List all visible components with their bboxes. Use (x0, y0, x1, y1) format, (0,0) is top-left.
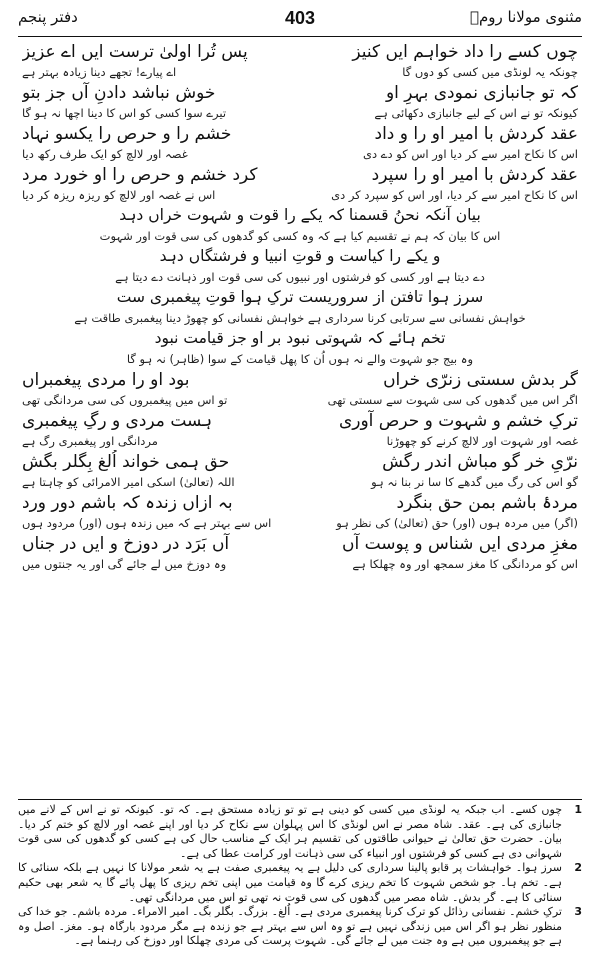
translation-second: وہ دوزخ میں لے جائے گی اور یہ جنتوں میں (22, 557, 227, 571)
footnote (18, 803, 582, 861)
translation-first: اس کا نکاح امیر سے کر دیا، اور اس کو سپرد کر دی (331, 188, 578, 202)
footnotes (18, 803, 582, 949)
hemistich-first: ترکِ خشم و شہوت و حرص آوری (338, 411, 578, 431)
hemistich-first: مغزِ مردی ایں شناس و پوست آں (341, 534, 578, 554)
hemistich-first: عقد کردش با امیر او را سپرد (371, 165, 578, 185)
couplet (22, 122, 578, 163)
section-heading-translation: خواہش نفسانی سے سرتابی کرنا سرداری ہے خواہش نفسانی کو چھوڑ دینا پیغمبری طاقت ہے (74, 311, 526, 325)
translation-first: کیونکہ تو نے اس کے لیے جانبازی دکھائی ہے (374, 106, 578, 120)
translation-second: مردانگی اور پیغمبری رگ ہے (22, 434, 158, 448)
translation-second: غصہ اور لالچ کو ایک طرف رکھ دیا (22, 147, 188, 161)
couplet (22, 40, 578, 81)
translation-second: اس سے بہتر ہے کہ میں زندہ ہوں (اور) مردود ہوں (22, 516, 272, 530)
section-heading-translation: اس کا بیان کہ ہم نے تقسیم کیا ہے کہ وہ کسی کو گدھوں کی سی قوت اور شہوت (99, 229, 501, 243)
couplet (22, 409, 578, 450)
footnote (18, 861, 582, 905)
hemistich-second: آں بَرَد در دوزخ و ایں در جناں (22, 534, 230, 554)
couplet (22, 450, 578, 491)
hemistich-second: بہ ازاں زندہ کہ باشم دور ورد (22, 493, 233, 513)
footnote-text: ترکِ خشم۔ نفسانی رذائل کو ترک کرنا پیغمبری مردی ہے۔ اُلغ۔ بزرگ۔ بگلر بگ۔ امیر الامراء۔ مردہ باشم۔ جو خدا کی منظور نظر ہو اگر اس میں زندگی نہیں ہے تو وہ اس سے بہتر ہے جو زندہ ہے مگر مردود بارگاہ ہو۔ مغز۔ اصل وہ ہے جو پیغمبروں میں ہے وہ جنت میں لے جائے گی۔ شہوت پرست کی مردی چھلکا اور دوزخ کی رہنما ہے۔ (18, 905, 562, 948)
couplet (22, 368, 578, 409)
hemistich-first: گر بدش سستی زنرّی خراں (383, 370, 578, 390)
translation-first: اگر اس میں گدھوں کی سی شہوت سے سستی تھی (327, 393, 578, 407)
hemistich-second: حق ہمی خواند اُلغ بِگلر بگش (22, 452, 230, 472)
hemistich-first: عقد کردش با امیر او را و داد (374, 124, 578, 144)
section-heading: سرز ہوا تافتن از سروریست ترکِ ہوا قوتِ پیغمبری ست (116, 288, 484, 306)
translation-second: اللہ (تعالیٰ) اسکی امیر الامرائی کو چاہتا ہے (22, 475, 235, 489)
translation-second: اس نے غصہ اور لالچ کو ریزہ ریزہ کر دیا (22, 188, 216, 202)
footnote-number: 2 (574, 861, 582, 875)
translation-first: چونکہ یہ لونڈی میں کسی کو دوں گا (402, 65, 578, 79)
couplet (22, 81, 578, 122)
footnote-number: 1 (574, 803, 582, 816)
hemistich-second: پس تُرا اولیٰ ترست ایں اے عزیز (22, 42, 248, 62)
footnote (18, 905, 582, 949)
footnote-rule (18, 799, 582, 800)
translation-first: اس کو مردانگی کا مغز سمجھ اور وہ چھلکا ہے (352, 557, 578, 571)
translation-second: اے پیارے! تجھے دینا زیادہ بہتر ہے (22, 65, 177, 79)
volume-title: دفتر پنجم (18, 8, 78, 26)
footnote-text: چوں کسے۔ اب جبکہ یہ لونڈی میں کسی کو دینی ہے تو تو زیادہ مستحق ہے۔ کہ تو۔ کیونکہ تو نے اس کے لانے میں جانبازی کی ہے۔ عقد۔ شاہ مصر نے اس لونڈی کا اس پہلوان سے نکاح کر دیا اور اپنے غصہ اور لالچ کو ختم کر دیا۔ بیان۔ حضرت حق تعالیٰ نے حیوانی طاقتوں کی تقسیم ہر ایک کے مناسب حال کی ہے کسی کو گدھوں کی سی قوت شہوانی دی ہے کسی کو فرشتوں اور انبیاء کی سی ذہانت اور کرامت عطا کی ہے۔ (18, 803, 562, 860)
hemistich-first: مردۂ باشم بمن حق بنگرد (396, 493, 578, 513)
hemistich-first: کہ تو جانبازی نمودی بہرِ او (385, 83, 578, 103)
section-heading: و یکے را کیاست و قوتِ انبیا و فرشتگاں دہد (159, 247, 441, 265)
page-number: 403 (284, 8, 316, 28)
translation-second: تو اس میں پیغمبروں کی سی مردانگی تھی (22, 393, 228, 407)
hemistich-second: ہست مردی و رگِ پیغمبری (22, 411, 213, 431)
couplet (22, 532, 578, 573)
couplet (22, 491, 578, 532)
translation-first: گو اس کی رگ میں گدھے کا سا نر بنا نہ ہو (371, 475, 578, 489)
translation-first: غصہ اور شہوت اور لالچ کرنے کو چھوڑنا (386, 434, 578, 448)
book-title: مثنوی مولانا رومؒ (470, 8, 582, 26)
footnote-text: سرز ہوا۔ خواہشات پر قابو پالینا سرداری کی دلیل ہے یہ پیغمبری صفت ہے یہ شعر مولانا کا نہیں ہے بلکہ سنائی کا ہے۔ تخم ہا۔ جو شخص شہوت کا تخم ریزی کرے گا وہ قیامت میں اپنی تخم ریزی کا پھل پائے گا یہ شعر بھی حکیم سنائی کا ہے۔ گر بدش۔ شاہ مصر میں گدھوں کی سی قوت نہ تھی تو اس میں مردانگی تھی۔ (18, 861, 562, 904)
page-header (18, 8, 582, 34)
hemistich-second: بود او را مردی پیغمبراں (22, 370, 190, 390)
hemistich-second: خوش نباشد دادنِ آں جز بتو (22, 83, 216, 103)
section-heading: تخم ہائے کہ شہوتی نبود بر او جز قیامت نبود (154, 329, 446, 347)
hemistich-second: خشم را و حرص را یکسو نہاد (22, 124, 232, 144)
hemistich-first: نرّیِ خر گو مباش اندر رگش (382, 452, 578, 472)
translation-first: (اگر) میں مردہ ہوں (اور) حق (تعالیٰ) کی نظر ہو (336, 516, 578, 530)
hemistich-second: کرد خشم و حرص را او خورد مرد (22, 165, 258, 185)
section-heading-translation: دے دیتا ہے اور کسی کو فرشتوں اور نبیوں کی سی قوت اور ذہانت دے دیتا ہے (115, 270, 485, 284)
hemistich-first: چوں کسے را داد خواہم ایں کنیز (352, 42, 578, 62)
couplet (22, 163, 578, 204)
verse-body (22, 40, 578, 573)
section-heading-translation: وہ بیج جو شہوت والے نہ ہوں اُن کا پھل قیامت کے سوا (ظاہر) نہ ہو گا (126, 352, 474, 366)
header-rule (18, 36, 582, 37)
translation-second: تیرے سوا کسی کو اس کا دینا اچھا نہ ہو گا (22, 106, 227, 120)
footnote-number: 3 (574, 905, 582, 919)
translation-first: اس کا نکاح امیر سے کر دیا اور اس کو دے دی (362, 147, 578, 161)
section-heading: بیان آنکہ نحنُ قسمنا کہ یکے را قوت و شہوت خراں دہد (119, 206, 481, 224)
